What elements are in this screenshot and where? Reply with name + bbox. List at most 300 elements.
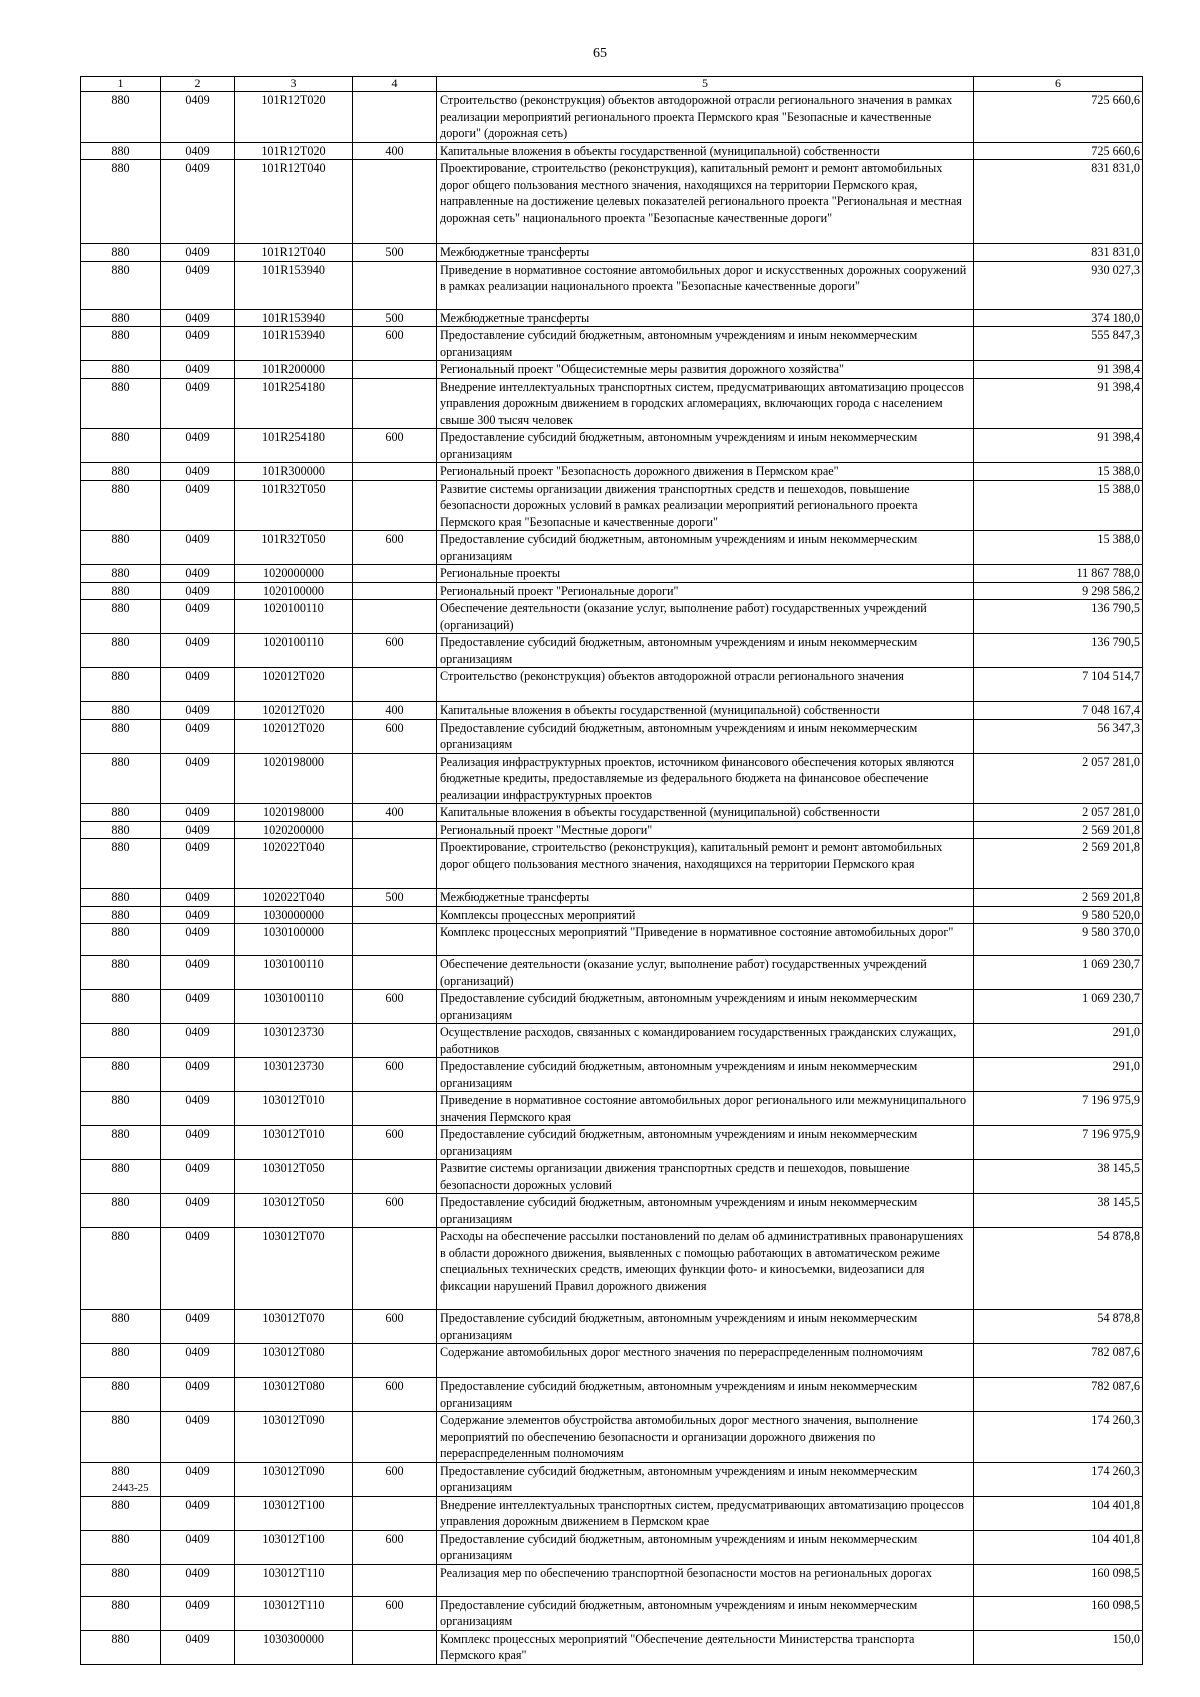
cell-section-code: 0409	[161, 327, 235, 361]
cell-expense-type: 400	[353, 702, 437, 720]
cell-expense-type	[353, 1228, 437, 1310]
cell-target-article: 1030100110	[235, 990, 353, 1024]
cell-amount: 7 196 975,9	[974, 1092, 1143, 1126]
cell-expense-type: 600	[353, 1530, 437, 1564]
cell-section-code: 0409	[161, 378, 235, 429]
cell-ministry-code: 880	[81, 92, 161, 143]
cell-amount: 7 196 975,9	[974, 1126, 1143, 1160]
cell-amount: 56 347,3	[974, 719, 1143, 753]
cell-target-article: 103012T090	[235, 1462, 353, 1496]
cell-amount: 38 145,5	[974, 1160, 1143, 1194]
cell-description: Предоставление субсидий бюджетным, автономным учреждениям и иным некоммерческим организациям	[437, 1058, 974, 1092]
cell-ministry-code: 880	[81, 160, 161, 244]
cell-ministry-code: 880	[81, 839, 161, 889]
cell-target-article: 101R153940	[235, 327, 353, 361]
cell-section-code: 0409	[161, 956, 235, 990]
cell-section-code: 0409	[161, 1126, 235, 1160]
table-row	[81, 924, 1143, 956]
cell-description: Развитие системы организации движения транспортных средств и пешеходов, повышение безопасности дорожных условий	[437, 1160, 974, 1194]
cell-section-code: 0409	[161, 1564, 235, 1596]
table-row	[81, 309, 1143, 327]
cell-section-code: 0409	[161, 261, 235, 309]
cell-ministry-code: 880	[81, 463, 161, 481]
document-code: 2443-25	[112, 1482, 149, 1494]
cell-section-code: 0409	[161, 924, 235, 956]
cell-description: Региональный проект "Общесистемные меры развития дорожного хозяйства"	[437, 361, 974, 379]
cell-description: Межбюджетные трансферты	[437, 309, 974, 327]
cell-description: Предоставление субсидий бюджетным, автономным учреждениям и иным некоммерческим организациям	[437, 990, 974, 1024]
cell-description: Предоставление субсидий бюджетным, автономным учреждениям и иным некоммерческим организациям	[437, 1310, 974, 1344]
cell-amount: 174 260,3	[974, 1462, 1143, 1496]
cell-description: Капитальные вложения в объекты государственной (муниципальной) собственности	[437, 804, 974, 822]
cell-section-code: 0409	[161, 702, 235, 720]
cell-description: Осуществление расходов, связанных с командированием государственных гражданских служащих, работников	[437, 1024, 974, 1058]
cell-section-code: 0409	[161, 565, 235, 583]
cell-target-article: 103012T070	[235, 1310, 353, 1344]
cell-description: Комплексы процессных мероприятий	[437, 906, 974, 924]
cell-description: Региональный проект "Безопасность дорожного движения в Пермском крае"	[437, 463, 974, 481]
cell-expense-type	[353, 668, 437, 702]
cell-ministry-code: 880	[81, 1412, 161, 1463]
cell-amount: 2 569 201,8	[974, 821, 1143, 839]
cell-amount: 725 660,6	[974, 142, 1143, 160]
table-row	[81, 956, 1143, 990]
cell-section-code: 0409	[161, 1024, 235, 1058]
cell-amount: 136 790,5	[974, 600, 1143, 634]
cell-section-code: 0409	[161, 1378, 235, 1412]
cell-expense-type	[353, 582, 437, 600]
cell-amount: 7 048 167,4	[974, 702, 1143, 720]
table-row	[81, 1412, 1143, 1463]
cell-description: Обеспечение деятельности (оказание услуг, выполнение работ) государственных учреждений (организаций)	[437, 956, 974, 990]
cell-ministry-code: 880	[81, 889, 161, 907]
table-row	[81, 582, 1143, 600]
cell-section-code: 0409	[161, 990, 235, 1024]
cell-ministry-code: 880	[81, 924, 161, 956]
cell-target-article: 1030100110	[235, 956, 353, 990]
table-row	[81, 1310, 1143, 1344]
table-row	[81, 244, 1143, 262]
cell-expense-type: 600	[353, 719, 437, 753]
table-row	[81, 804, 1143, 822]
cell-target-article: 1020100110	[235, 600, 353, 634]
cell-ministry-code: 880	[81, 1344, 161, 1378]
table-row	[81, 327, 1143, 361]
cell-expense-type	[353, 1024, 437, 1058]
cell-expense-type	[353, 565, 437, 583]
cell-ministry-code: 880	[81, 1630, 161, 1664]
cell-ministry-code: 880	[81, 1310, 161, 1344]
cell-description: Содержание автомобильных дорог местного значения по перераспределенным полномочиям	[437, 1344, 974, 1378]
cell-target-article: 101R300000	[235, 463, 353, 481]
cell-expense-type	[353, 924, 437, 956]
cell-description: Обеспечение деятельности (оказание услуг, выполнение работ) государственных учреждений (организаций)	[437, 600, 974, 634]
cell-ministry-code: 880	[81, 1024, 161, 1058]
table-row	[81, 821, 1143, 839]
cell-amount: 104 401,8	[974, 1496, 1143, 1530]
table-row	[81, 429, 1143, 463]
cell-section-code: 0409	[161, 92, 235, 143]
cell-amount: 91 398,4	[974, 361, 1143, 379]
cell-section-code: 0409	[161, 160, 235, 244]
cell-description: Приведение в нормативное состояние автомобильных дорог и искусственных дорожных сооружений в рамках реализации национального проекта "Безопасные качественные дороги"	[437, 261, 974, 309]
cell-target-article: 103012T050	[235, 1194, 353, 1228]
table-row	[81, 1344, 1143, 1378]
table-row	[81, 361, 1143, 379]
cell-ministry-code: 880	[81, 582, 161, 600]
cell-expense-type: 600	[353, 990, 437, 1024]
cell-description: Развитие системы организации движения транспортных средств и пешеходов, повышение безопасности дорожных условий в рамках реализации мероприятий регионального проекта Пермского края "Безопасные и качественные дороги"	[437, 480, 974, 531]
cell-section-code: 0409	[161, 1160, 235, 1194]
cell-description: Межбюджетные трансферты	[437, 244, 974, 262]
cell-expense-type: 600	[353, 429, 437, 463]
cell-ministry-code: 880	[81, 1228, 161, 1310]
cell-amount: 160 098,5	[974, 1596, 1143, 1630]
cell-ministry-code: 880	[81, 634, 161, 668]
table-row	[81, 142, 1143, 160]
cell-target-article: 1020100000	[235, 582, 353, 600]
cell-expense-type: 400	[353, 142, 437, 160]
cell-section-code: 0409	[161, 1412, 235, 1463]
cell-expense-type	[353, 1344, 437, 1378]
cell-description: Предоставление субсидий бюджетным, автономным учреждениям и иным некоммерческим организациям	[437, 531, 974, 565]
cell-description: Предоставление субсидий бюджетным, автономным учреждениям и иным некоммерческим организациям	[437, 327, 974, 361]
cell-amount: 54 878,8	[974, 1228, 1143, 1310]
cell-section-code: 0409	[161, 668, 235, 702]
table-row	[81, 531, 1143, 565]
cell-amount: 782 087,6	[974, 1378, 1143, 1412]
cell-expense-type	[353, 600, 437, 634]
cell-description: Внедрение интеллектуальных транспортных систем, предусматривающих автоматизацию процессов управления дорожным движением в городских агломерациях, включающих города с населением свыше 300 тысяч человек	[437, 378, 974, 429]
cell-amount: 782 087,6	[974, 1344, 1143, 1378]
cell-section-code: 0409	[161, 244, 235, 262]
cell-ministry-code: 880	[81, 702, 161, 720]
cell-target-article: 1030000000	[235, 906, 353, 924]
column-header: 3	[235, 77, 353, 92]
cell-amount: 930 027,3	[974, 261, 1143, 309]
table-row	[81, 1194, 1143, 1228]
cell-target-article: 103012T050	[235, 1160, 353, 1194]
cell-section-code: 0409	[161, 821, 235, 839]
cell-ministry-code: 880	[81, 1564, 161, 1596]
cell-expense-type: 600	[353, 1462, 437, 1496]
cell-ministry-code: 880	[81, 1530, 161, 1564]
cell-expense-type: 600	[353, 1596, 437, 1630]
table-row	[81, 1630, 1143, 1664]
table-row	[81, 634, 1143, 668]
cell-description: Предоставление субсидий бюджетным, автономным учреждениям и иным некоммерческим организациям	[437, 1378, 974, 1412]
cell-expense-type: 600	[353, 1058, 437, 1092]
table-row	[81, 565, 1143, 583]
cell-amount: 9 298 586,2	[974, 582, 1143, 600]
cell-amount: 2 569 201,8	[974, 839, 1143, 889]
cell-target-article: 1020198000	[235, 753, 353, 804]
cell-amount: 2 057 281,0	[974, 804, 1143, 822]
cell-expense-type	[353, 1412, 437, 1463]
cell-target-article: 102022T040	[235, 889, 353, 907]
cell-section-code: 0409	[161, 1228, 235, 1310]
cell-section-code: 0409	[161, 1344, 235, 1378]
cell-target-article: 101R200000	[235, 361, 353, 379]
cell-ministry-code: 880	[81, 719, 161, 753]
cell-section-code: 0409	[161, 1596, 235, 1630]
cell-amount: 174 260,3	[974, 1412, 1143, 1463]
cell-ministry-code: 880	[81, 1058, 161, 1092]
column-header: 6	[974, 77, 1143, 92]
cell-target-article: 103012T080	[235, 1378, 353, 1412]
cell-ministry-code: 880	[81, 1194, 161, 1228]
cell-ministry-code: 880	[81, 261, 161, 309]
cell-expense-type	[353, 821, 437, 839]
cell-ministry-code: 880	[81, 956, 161, 990]
cell-section-code: 0409	[161, 719, 235, 753]
cell-amount: 1 069 230,7	[974, 990, 1143, 1024]
cell-target-article: 101R254180	[235, 429, 353, 463]
table-row	[81, 1126, 1143, 1160]
cell-target-article: 101R153940	[235, 261, 353, 309]
cell-amount: 91 398,4	[974, 378, 1143, 429]
table-row	[81, 600, 1143, 634]
cell-amount: 11 867 788,0	[974, 565, 1143, 583]
cell-amount: 160 098,5	[974, 1564, 1143, 1596]
cell-amount: 15 388,0	[974, 480, 1143, 531]
cell-description: Региональный проект "Региональные дороги"	[437, 582, 974, 600]
cell-expense-type	[353, 463, 437, 481]
cell-description: Региональный проект "Местные дороги"	[437, 821, 974, 839]
cell-expense-type	[353, 378, 437, 429]
table-row	[81, 906, 1143, 924]
cell-ministry-code: 880	[81, 906, 161, 924]
cell-description: Реализация мер по обеспечению транспортной безопасности мостов на региональных дорогах	[437, 1564, 974, 1596]
cell-ministry-code: 880	[81, 1462, 161, 1496]
table-row	[81, 889, 1143, 907]
cell-section-code: 0409	[161, 361, 235, 379]
cell-description: Строительство (реконструкция) объектов автодорожной отрасли регионального значения	[437, 668, 974, 702]
cell-ministry-code: 880	[81, 990, 161, 1024]
cell-description: Проектирование, строительство (реконструкция), капитальный ремонт и ремонт автомобильных дорог общего пользования местного значения, находящихся на территории Пермского края, направленные на достижение целевых показателей регионального проекта "Региональная и местная дорожная сеть" национального проекта "Безопасные качественные дороги"	[437, 160, 974, 244]
cell-description: Строительство (реконструкция) объектов автодорожной отрасли регионального значения в рамках реализации мероприятий регионального проекта Пермского края "Безопасные и качественные дороги" (дорожная сеть)	[437, 92, 974, 143]
cell-expense-type: 600	[353, 1310, 437, 1344]
cell-section-code: 0409	[161, 1530, 235, 1564]
column-header: 1	[81, 77, 161, 92]
cell-target-article: 1030123730	[235, 1058, 353, 1092]
cell-description: Предоставление субсидий бюджетным, автономным учреждениям и иным некоммерческим организациям	[437, 429, 974, 463]
cell-ministry-code: 880	[81, 327, 161, 361]
cell-expense-type: 500	[353, 309, 437, 327]
cell-target-article: 101R32T050	[235, 480, 353, 531]
table-row	[81, 92, 1143, 143]
cell-target-article: 101R12T040	[235, 244, 353, 262]
cell-target-article: 1020200000	[235, 821, 353, 839]
cell-target-article: 102012T020	[235, 668, 353, 702]
cell-ministry-code: 880	[81, 429, 161, 463]
cell-ministry-code: 880	[81, 1496, 161, 1530]
cell-amount: 831 831,0	[974, 160, 1143, 244]
table-row	[81, 1228, 1143, 1310]
cell-target-article: 103012T100	[235, 1496, 353, 1530]
cell-description: Проектирование, строительство (реконструкция), капитальный ремонт и ремонт автомобильных дорог общего пользования местного значения, находящихся на территории Пермского края	[437, 839, 974, 889]
cell-description: Предоставление субсидий бюджетным, автономным учреждениям и иным некоммерческим организациям	[437, 1462, 974, 1496]
table-row	[81, 1092, 1143, 1126]
cell-target-article: 103012T080	[235, 1344, 353, 1378]
table-row	[81, 261, 1143, 309]
cell-ministry-code: 880	[81, 668, 161, 702]
cell-ministry-code: 880	[81, 1092, 161, 1126]
cell-expense-type: 500	[353, 244, 437, 262]
cell-expense-type: 600	[353, 1194, 437, 1228]
cell-section-code: 0409	[161, 889, 235, 907]
cell-ministry-code: 880	[81, 244, 161, 262]
cell-amount: 291,0	[974, 1024, 1143, 1058]
cell-expense-type: 600	[353, 531, 437, 565]
cell-target-article: 102012T020	[235, 702, 353, 720]
cell-expense-type	[353, 92, 437, 143]
cell-amount: 15 388,0	[974, 463, 1143, 481]
cell-amount: 2 057 281,0	[974, 753, 1143, 804]
cell-expense-type	[353, 160, 437, 244]
cell-amount: 150,0	[974, 1630, 1143, 1664]
cell-section-code: 0409	[161, 1310, 235, 1344]
table-row	[81, 1160, 1143, 1194]
cell-target-article: 1030100000	[235, 924, 353, 956]
cell-target-article: 103012T010	[235, 1092, 353, 1126]
cell-target-article: 102022T040	[235, 839, 353, 889]
cell-section-code: 0409	[161, 804, 235, 822]
cell-ministry-code: 880	[81, 142, 161, 160]
cell-ministry-code: 880	[81, 361, 161, 379]
cell-description: Капитальные вложения в объекты государственной (муниципальной) собственности	[437, 702, 974, 720]
cell-target-article: 1020198000	[235, 804, 353, 822]
cell-section-code: 0409	[161, 1462, 235, 1496]
table-row	[81, 1496, 1143, 1530]
table-row	[81, 990, 1143, 1024]
page-number: 65	[593, 46, 607, 61]
cell-section-code: 0409	[161, 1058, 235, 1092]
table-row	[81, 1378, 1143, 1412]
cell-target-article: 101R12T040	[235, 160, 353, 244]
cell-description: Предоставление субсидий бюджетным, автономным учреждениям и иным некоммерческим организациям	[437, 1530, 974, 1564]
cell-expense-type: 600	[353, 327, 437, 361]
cell-target-article: 1020000000	[235, 565, 353, 583]
table-row	[81, 1462, 1143, 1496]
cell-description: Комплекс процессных мероприятий "Приведение в нормативное состояние автомобильных дорог"	[437, 924, 974, 956]
cell-target-article: 101R12T020	[235, 92, 353, 143]
cell-target-article: 102012T020	[235, 719, 353, 753]
cell-section-code: 0409	[161, 463, 235, 481]
table-body	[81, 92, 1143, 1665]
cell-expense-type: 600	[353, 1126, 437, 1160]
cell-expense-type	[353, 1160, 437, 1194]
cell-ministry-code: 880	[81, 600, 161, 634]
table-row	[81, 839, 1143, 889]
cell-section-code: 0409	[161, 309, 235, 327]
cell-section-code: 0409	[161, 634, 235, 668]
table-row	[81, 1564, 1143, 1596]
cell-ministry-code: 880	[81, 1596, 161, 1630]
cell-description: Содержание элементов обустройства автомобильных дорог местного значения, выполнение мероприятий по обеспечению безопасности и организации дорожного движения по перераспределенным полномочиям	[437, 1412, 974, 1463]
cell-description: Реализация инфраструктурных проектов, источником финансового обеспечения которых являются бюджетные кредиты, предоставляемые из федерального бюджета на финансовое обеспечение реализации инфраструктурных проектов	[437, 753, 974, 804]
cell-description: Предоставление субсидий бюджетным, автономным учреждениям и иным некоммерческим организациям	[437, 634, 974, 668]
cell-section-code: 0409	[161, 582, 235, 600]
cell-section-code: 0409	[161, 600, 235, 634]
cell-description: Приведение в нормативное состояние автомобильных дорог регионального или межмуниципального значения Пермского края	[437, 1092, 974, 1126]
cell-section-code: 0409	[161, 531, 235, 565]
cell-section-code: 0409	[161, 1194, 235, 1228]
cell-section-code: 0409	[161, 906, 235, 924]
cell-amount: 831 831,0	[974, 244, 1143, 262]
table-row	[81, 378, 1143, 429]
cell-expense-type	[353, 1564, 437, 1596]
column-header: 2	[161, 77, 235, 92]
cell-expense-type	[353, 1630, 437, 1664]
cell-amount: 555 847,3	[974, 327, 1143, 361]
cell-target-article: 101R12T020	[235, 142, 353, 160]
cell-expense-type: 500	[353, 889, 437, 907]
cell-section-code: 0409	[161, 753, 235, 804]
cell-amount: 38 145,5	[974, 1194, 1143, 1228]
cell-expense-type	[353, 753, 437, 804]
cell-target-article: 103012T010	[235, 1126, 353, 1160]
table-row	[81, 480, 1143, 531]
cell-ministry-code: 880	[81, 565, 161, 583]
cell-amount: 9 580 520,0	[974, 906, 1143, 924]
cell-amount: 91 398,4	[974, 429, 1143, 463]
cell-target-article: 103012T090	[235, 1412, 353, 1463]
cell-amount: 374 180,0	[974, 309, 1143, 327]
cell-description: Предоставление субсидий бюджетным, автономным учреждениям и иным некоммерческим организациям	[437, 1596, 974, 1630]
cell-section-code: 0409	[161, 1630, 235, 1664]
cell-ministry-code: 880	[81, 753, 161, 804]
cell-description: Внедрение интеллектуальных транспортных систем, предусматривающих автоматизацию процессов управления дорожным движением в Пермском крае	[437, 1496, 974, 1530]
cell-amount: 2 569 201,8	[974, 889, 1143, 907]
budget-table-container	[80, 76, 1142, 1665]
cell-description: Расходы на обеспечение рассылки постановлений по делам об административных правонарушениях в области дорожного движения, выявленных с помощью работающих в автоматическом режиме специальных технических средств, имеющих функции фото- и киносъемки, видеозаписи для фиксации нарушений Правил дорожного движения	[437, 1228, 974, 1310]
cell-ministry-code: 880	[81, 821, 161, 839]
cell-description: Предоставление субсидий бюджетным, автономным учреждениям и иным некоммерческим организациям	[437, 1126, 974, 1160]
cell-amount: 136 790,5	[974, 634, 1143, 668]
cell-section-code: 0409	[161, 1092, 235, 1126]
cell-amount: 9 580 370,0	[974, 924, 1143, 956]
table-row	[81, 719, 1143, 753]
table-row	[81, 1058, 1143, 1092]
cell-expense-type: 400	[353, 804, 437, 822]
budget-table	[80, 76, 1143, 1665]
cell-target-article: 103012T100	[235, 1530, 353, 1564]
cell-expense-type	[353, 956, 437, 990]
cell-section-code: 0409	[161, 480, 235, 531]
cell-section-code: 0409	[161, 1496, 235, 1530]
cell-target-article: 1030123730	[235, 1024, 353, 1058]
cell-expense-type	[353, 906, 437, 924]
cell-ministry-code: 880	[81, 480, 161, 531]
cell-section-code: 0409	[161, 839, 235, 889]
cell-target-article: 103012T110	[235, 1596, 353, 1630]
cell-expense-type	[353, 361, 437, 379]
table-row	[81, 160, 1143, 244]
table-row	[81, 753, 1143, 804]
cell-target-article: 1030300000	[235, 1630, 353, 1664]
cell-expense-type	[353, 839, 437, 889]
cell-description: Предоставление субсидий бюджетным, автономным учреждениям и иным некоммерческим организациям	[437, 719, 974, 753]
cell-target-article: 103012T110	[235, 1564, 353, 1596]
cell-description: Капитальные вложения в объекты государственной (муниципальной) собственности	[437, 142, 974, 160]
table-row	[81, 668, 1143, 702]
cell-section-code: 0409	[161, 142, 235, 160]
cell-target-article: 1020100110	[235, 634, 353, 668]
cell-amount: 15 388,0	[974, 531, 1143, 565]
cell-ministry-code: 880	[81, 378, 161, 429]
cell-target-article: 101R32T050	[235, 531, 353, 565]
